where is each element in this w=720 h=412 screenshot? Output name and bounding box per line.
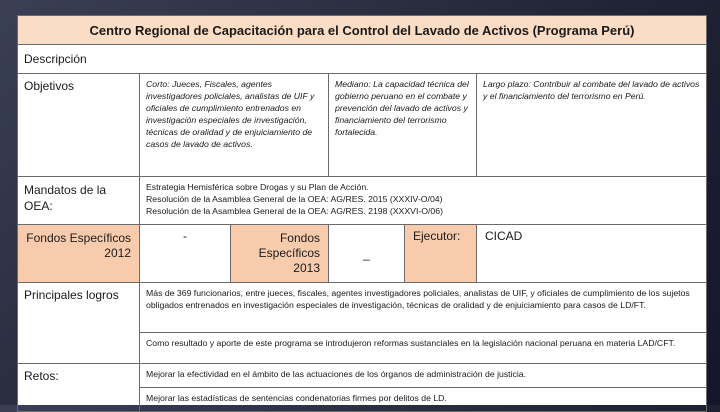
- mandatos-list: [140, 177, 707, 225]
- fondos-2012-label: Fondos Específicos 2012: [18, 225, 140, 283]
- fondos-2013-label: Fondos Específicos 2013: [231, 225, 329, 283]
- logro-item-2: Como resultado y aporte de este programa se introdujeron reformas sustanciales en la legislación nacional peruana en materia LAD/CFT.: [140, 333, 707, 364]
- mandato-line: Resolución de la Asamblea General de la OEA: AG/RES. 2015 (XXXIV-O/04): [146, 194, 443, 204]
- logro-item-1: Más de 369 funcionarios, entre jueces, fiscales, agentes investigadores policiales, analistas de UIF, y oficiales de cumplimiento de los sujetos obligados entrenados en investigación especiales de investigación, técnicas de oralidad y de enjuiciamiento para casos de LD/FT.: [140, 283, 707, 333]
- objetivo-corto: Corto: Jueces, Fiscales, agentes investigadores policiales, analistas de UIF y oficiales de cumplimiento entrenados en investigación especiales de investigación, técnicas de oralidad y de enjuiciamiento de casos de lavado de activos.: [140, 74, 329, 177]
- document-sheet: [17, 15, 706, 405]
- descripcion-label: Descripción: [18, 45, 707, 74]
- objetivos-label: Objetivos: [18, 74, 140, 177]
- retos-label: Retos:: [18, 364, 140, 412]
- logros-label: Principales logros: [18, 283, 140, 364]
- mandato-line: Estrategia Hemisférica sobre Drogas y su Plan de Acción.: [146, 182, 369, 192]
- fondos-2013-value: _: [329, 225, 405, 283]
- ejecutor-label: Ejecutor:: [405, 225, 477, 283]
- program-table: [17, 15, 707, 412]
- reto-item-2: Mejorar las estadísticas de sentencias condenatorias firmes por delitos de LD.: [140, 388, 707, 412]
- mandato-line: Resolución de la Asamblea General de la OEA: AG/RES. 2198 (XXXVI-O/06): [146, 206, 443, 216]
- objetivo-largo: Largo plazo: Contribuir al combate del lavado de activos y el financiamiento del terrorismo en Perú.: [477, 74, 707, 177]
- ejecutor-value: CICAD: [477, 225, 707, 283]
- table-title: Centro Regional de Capacitación para el Control del Lavado de Activos (Programa Perú): [18, 16, 707, 45]
- mandatos-label: Mandatos de la OEA:: [18, 177, 140, 225]
- reto-item-1: Mejorar la efectividad en el ámbito de las actuaciones de los órganos de administración de justicia.: [140, 364, 707, 388]
- objetivo-mediano: Mediano: La capacidad técnica del gobierno peruano en el combate y prevención del lavado de activos y financiamiento del terrorismo fortalecida.: [329, 74, 477, 177]
- fondos-2012-value: -: [140, 225, 231, 283]
